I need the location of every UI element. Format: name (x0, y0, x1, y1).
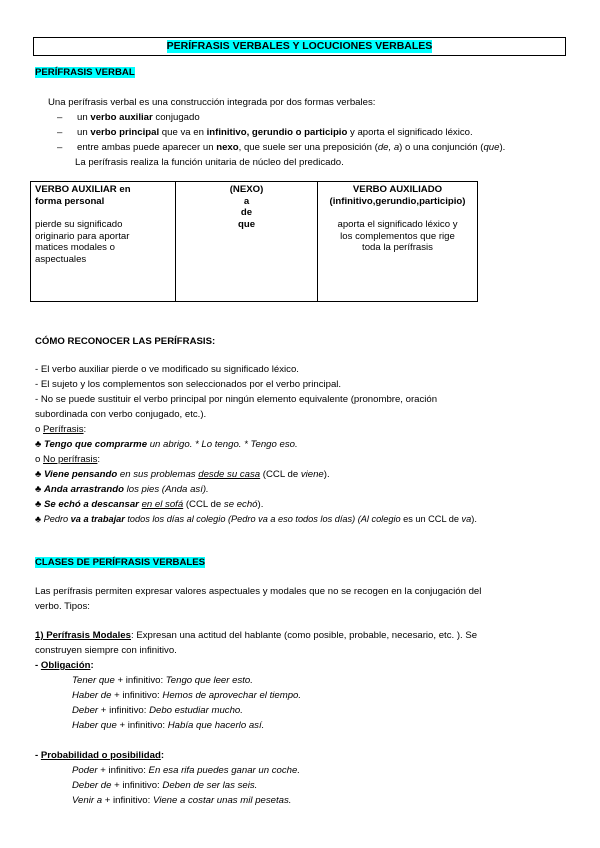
text: + infinitivo: (114, 675, 166, 686)
clases-intro-2: verbo. Tipos: (35, 601, 90, 612)
text: : (160, 750, 165, 761)
text: todos los días al colegio (Pedro va a eso todos los días) (Al colegio (124, 514, 401, 524)
text: : (97, 454, 101, 465)
modal-heading (35, 630, 477, 642)
text: toda la perífrasis (362, 242, 433, 253)
text: forma personal (35, 195, 105, 207)
text: pierde su significado (35, 219, 123, 230)
text: un (77, 112, 91, 123)
club-icon: ♣ (35, 484, 42, 495)
text: Pedro (43, 514, 71, 524)
text: Viene a costar unas mil pesetas. (152, 795, 292, 806)
text: : (90, 660, 94, 671)
rule-1: - El verbo auxiliar pierde o ve modificado su significado léxico. (35, 364, 299, 375)
text: ). (257, 499, 264, 510)
text: Deber de (72, 780, 112, 791)
rule-3: - No se puede sustituir el verbo principal por ningún elemento equivalente (pronombre, oración (35, 394, 438, 405)
text: Haber que (72, 720, 117, 731)
dash: – (57, 142, 63, 153)
text: un (77, 127, 91, 138)
text: se echó (223, 499, 258, 510)
text: Tener que (72, 675, 115, 686)
heading-text: CLASES DE PERÍFRASIS VERBALES (35, 557, 206, 568)
text: aporta el significado léxico y (337, 219, 458, 230)
heading-text: PERÍFRASIS VERBAL (35, 67, 135, 78)
text: Venir a (72, 795, 103, 806)
text: conjugado (152, 112, 200, 123)
bullet-principal (57, 127, 473, 139)
prob-2 (72, 780, 257, 792)
text: Deber (72, 705, 99, 716)
page-title: PERÍFRASIS VERBALES Y LOCUCIONES VERBALES (166, 40, 433, 52)
verb-table (30, 181, 478, 302)
text: + infinitivo: (98, 705, 150, 716)
text: (infinitivo,gerundio,participio) (329, 195, 466, 207)
text: ) o una conjunción ( (399, 142, 484, 153)
text: matices modales o (35, 242, 115, 253)
oblig-2 (72, 690, 301, 702)
text: - (35, 750, 41, 761)
text: (CCL de (260, 469, 301, 480)
text: un abrigo. * Lo tengo. * Tengo eso. (147, 439, 298, 450)
text: en sus problemas (117, 469, 199, 480)
text: + infinitivo: (111, 780, 163, 791)
text: Poder (72, 765, 98, 776)
club-icon: ♣ (35, 514, 42, 524)
spacer (35, 207, 171, 219)
text: VERBO AUXILIAR en (35, 184, 131, 195)
label-no-perifrasis (35, 454, 100, 466)
example-3 (35, 484, 209, 496)
example-1 (35, 439, 298, 451)
text: a (243, 195, 250, 207)
text: los pies (Anda así). (123, 484, 209, 495)
text: originario para aportar (35, 230, 130, 242)
text: 1) Perífrasis Modales (35, 630, 131, 641)
oblig-4 (72, 720, 264, 732)
col-auxiliado (318, 182, 478, 302)
text: : Expresan una actitud del hablante (como posible, probable, necesario, etc. ). Se (130, 630, 478, 641)
text: (CCL de (183, 499, 224, 510)
oblig-1 (72, 675, 253, 687)
text: infinitivo, gerundio o participio (206, 127, 348, 138)
text: entre ambas puede aparecer un (77, 142, 217, 153)
example-4 (35, 499, 263, 511)
text: + infinitivo: (111, 690, 163, 701)
clases-heading (35, 557, 205, 569)
text: Haber de (72, 690, 112, 701)
text: verbo auxiliar (90, 112, 153, 123)
text: ). (499, 142, 506, 153)
example-2 (35, 469, 330, 481)
text: , que suele ser una preposición ( (238, 142, 378, 153)
title-box (33, 37, 566, 56)
text: Debo estudiar mucho. (149, 705, 243, 716)
text: que (483, 142, 500, 153)
text: Probabilidad o posibilidad (40, 750, 161, 761)
text: En esa rifa puedes ganar un coche. (148, 765, 301, 776)
text: Anda arrastrando (43, 484, 124, 495)
club-icon: ♣ (35, 439, 42, 450)
text: : (83, 424, 87, 435)
text: + infinitivo: (116, 720, 168, 731)
probabilidad-heading (35, 750, 164, 762)
text: va (461, 514, 472, 524)
section-heading-perifrasis (35, 67, 135, 79)
club-icon: ♣ (35, 469, 42, 480)
prob-3 (72, 795, 291, 807)
bullet-nexo-line2: La perífrasis realiza la función unitaria de núcleo del predicado. (75, 157, 344, 168)
recognize-heading: CÓMO RECONOCER LAS PERÍFRASIS: (35, 336, 216, 347)
col-auxiliar (31, 182, 176, 302)
dash: – (57, 112, 63, 123)
text: aspectuales (35, 253, 87, 265)
text: Tengo que leer esto. (165, 675, 253, 686)
modal-heading-2: construyen siempre con infinitivo. (35, 645, 177, 656)
club-icon: ♣ (35, 499, 42, 510)
text: + infinitivo: (102, 795, 153, 806)
text: viene (300, 469, 324, 480)
text: (NEXO) (229, 184, 264, 195)
bullet-nexo (57, 142, 505, 154)
text: Se echó a descansar (43, 499, 139, 510)
text: verbo principal (90, 127, 160, 138)
text: Hemos de aprovechar el tiempo. (162, 690, 302, 701)
text: va a trabajar (70, 514, 125, 524)
obligacion-heading (35, 660, 94, 672)
text: desde su casa (198, 469, 261, 480)
text: y aporta el significado léxico. (347, 127, 473, 138)
text: ). (323, 469, 330, 480)
text: de, a (377, 142, 400, 153)
text: ). (471, 514, 477, 524)
text: Había que hacerlo así. (167, 720, 265, 731)
text: Deben de ser las seis. (162, 780, 258, 791)
text: Perífrasis (43, 424, 84, 435)
spacer (322, 207, 473, 219)
text: Viene pensando (43, 469, 118, 480)
text: o (35, 454, 44, 465)
text: VERBO AUXILIADO (352, 184, 443, 195)
prob-1 (72, 765, 300, 777)
text: que va en (159, 127, 207, 138)
text: No perífrasis (43, 454, 98, 465)
oblig-3 (72, 705, 243, 717)
rule-2: - El sujeto y los complementos son seleccionados por el verbo principal. (35, 379, 342, 390)
rule-3b: subordinada con verbo conjugado, etc.). (35, 409, 207, 420)
text: Obligación (40, 660, 91, 671)
col-nexo (176, 182, 318, 302)
text: + infinitivo: (97, 765, 149, 776)
text: Tengo que comprarme (43, 439, 148, 450)
bullet-auxiliar (57, 112, 200, 124)
text: que (237, 218, 256, 230)
text: - (35, 660, 41, 671)
text: nexo (216, 142, 239, 153)
text: de (240, 207, 253, 218)
label-perifrasis (35, 424, 86, 436)
text: en el sofá (141, 499, 184, 510)
clases-intro-1: Las perífrasis permiten expresar valores aspectuales y modales que no se recogen en la conjugación del (35, 586, 482, 597)
text: es un CCL de (400, 514, 462, 524)
text: los complementos que rige (340, 230, 455, 242)
intro-text: Una perífrasis verbal es una construcción integrada por dos formas verbales: (48, 97, 376, 108)
dash: – (57, 127, 63, 138)
example-5 (35, 514, 477, 525)
text: o (35, 424, 44, 435)
